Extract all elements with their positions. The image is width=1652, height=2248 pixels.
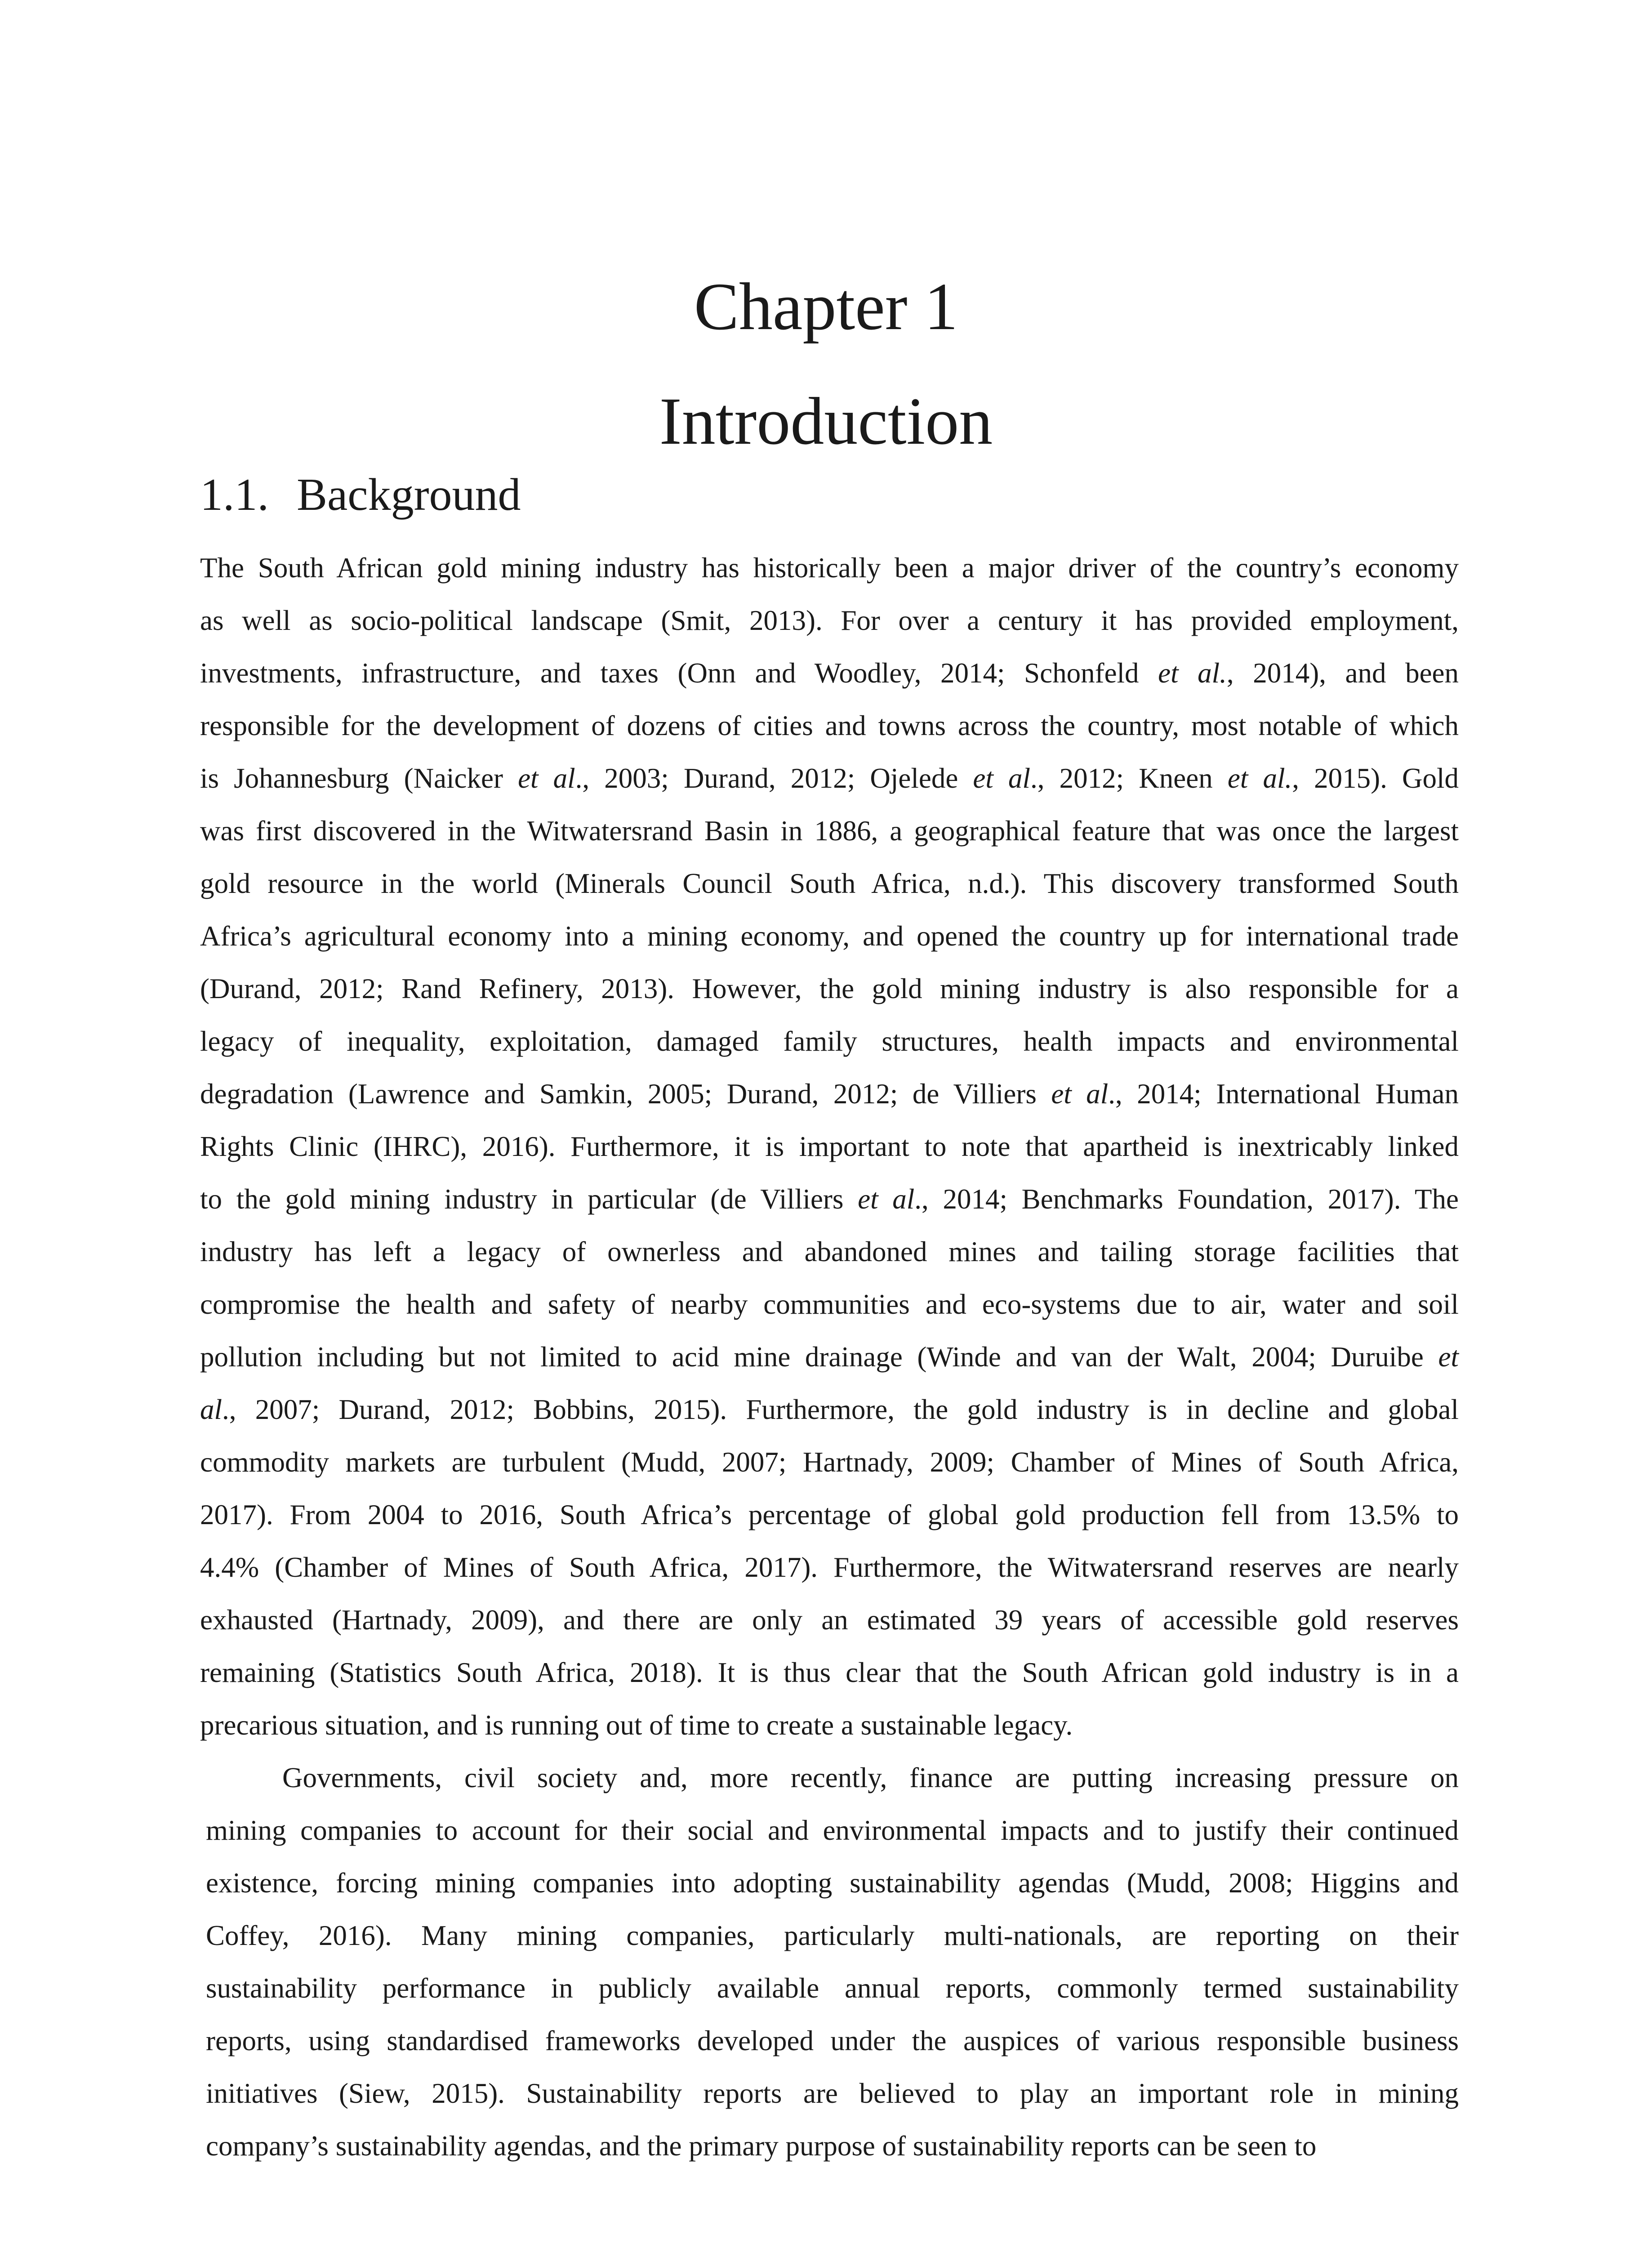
section-title: Background bbox=[297, 469, 521, 520]
text-run: sustainability performance in publicly available annual reports, commonly termed sustainability bbox=[206, 1972, 1459, 2004]
text-line bbox=[200, 700, 1459, 752]
paragraph-1 bbox=[200, 542, 1459, 1752]
text-run: legacy of inequality, exploitation, damaged family structures, health impacts and environmental bbox=[200, 1026, 1459, 1057]
text-run: ., 2003; Durand, 2012; Ojelede bbox=[575, 763, 973, 794]
text-run: remaining (Statistics South Africa, 2018). It is thus clear that the South African gold industry is in a bbox=[200, 1657, 1459, 1688]
text-line bbox=[206, 2015, 1459, 2067]
text-line bbox=[200, 1383, 1459, 1436]
text-run: The South African gold mining industry has historically been a major driver of the country’s economy bbox=[200, 552, 1459, 584]
text-line bbox=[200, 1541, 1459, 1594]
italic-text: et al. bbox=[1227, 763, 1292, 794]
text-line bbox=[200, 1331, 1459, 1383]
text-run: 4.4% (Chamber of Mines of South Africa, 2017). Furthermore, the Witwatersrand reserves are nearly bbox=[200, 1552, 1459, 1583]
text-run: ., 2012; Kneen bbox=[1030, 763, 1228, 794]
text-run: , 2015). Gold bbox=[1292, 763, 1459, 794]
paragraph-2 bbox=[206, 1752, 1459, 2172]
text-line bbox=[200, 1699, 1459, 1752]
text-line bbox=[200, 963, 1459, 1015]
text-run: compromise the health and safety of nearby communities and eco-systems due to air, water and soil bbox=[200, 1289, 1459, 1320]
text-run: existence, forcing mining companies into adopting sustainability agendas (Mudd, 2008; Higgins and bbox=[206, 1867, 1459, 1899]
text-line bbox=[200, 1068, 1459, 1120]
text-run: company’s sustainability agendas, and the primary purpose of sustainability reports can be seen to bbox=[206, 2130, 1317, 2162]
text-line bbox=[200, 1436, 1459, 1489]
text-run: responsible for the development of dozens of cities and towns across the country, most notable of which bbox=[200, 710, 1459, 741]
text-run: pollution including but not limited to acid mine drainage (Winde and van der Walt, 2004; Duruibe bbox=[200, 1341, 1438, 1373]
text-run: mining companies to account for their social and environmental impacts and to justify their continued bbox=[206, 1815, 1459, 1846]
text-run: Rights Clinic (IHRC), 2016). Furthermore, it is important to note that apartheid is inextricably linked bbox=[200, 1131, 1459, 1162]
text-run: ., 2014; International Human bbox=[1108, 1078, 1459, 1110]
text-run: investments, infrastructure, and taxes (Onn and Woodley, 2014; Schonfeld bbox=[200, 657, 1158, 689]
text-line bbox=[206, 2120, 1459, 2172]
text-run: , 2014), and been bbox=[1226, 657, 1459, 689]
text-line bbox=[200, 910, 1459, 963]
text-run: ., 2014; Benchmarks Foundation, 2017). The bbox=[914, 1183, 1459, 1215]
italic-text: et al bbox=[518, 763, 575, 794]
italic-text: al bbox=[200, 1394, 223, 1425]
section-number: 1.1. bbox=[200, 469, 269, 520]
italic-text: et bbox=[1438, 1341, 1459, 1373]
text-line bbox=[200, 594, 1459, 647]
chapter-label: Chapter 1 bbox=[694, 269, 958, 344]
text-run: 2017). From 2004 to 2016, South Africa’s percentage of global gold production fell from 13.5% to bbox=[200, 1499, 1459, 1530]
text-run: (Durand, 2012; Rand Refinery, 2013). However, the gold mining industry is also responsible for a bbox=[200, 973, 1459, 1004]
italic-text: et al bbox=[858, 1183, 915, 1215]
text-run: industry has left a legacy of ownerless and abandoned mines and tailing storage facilities that bbox=[200, 1236, 1459, 1267]
text-line bbox=[206, 1857, 1459, 1909]
text-line bbox=[206, 1752, 1459, 1804]
text-run: was first discovered in the Witwatersrand Basin in 1886, a geographical feature that was once the largest bbox=[200, 815, 1459, 847]
text-line bbox=[206, 1804, 1459, 1857]
chapter-title: Introduction bbox=[659, 384, 993, 459]
text-run: to the gold mining industry in particular (de Villiers bbox=[200, 1183, 858, 1215]
text-line bbox=[200, 857, 1459, 910]
text-line bbox=[200, 1120, 1459, 1173]
text-run: Governments, civil society and, more recently, finance are putting increasing pressure on bbox=[282, 1762, 1459, 1793]
text-line bbox=[200, 1646, 1459, 1699]
italic-text: et al bbox=[1051, 1078, 1109, 1110]
text-run: Africa’s agricultural economy into a mining economy, and opened the country up for international trade bbox=[200, 920, 1459, 952]
text-run: gold resource in the world (Minerals Council South Africa, n.d.). This discovery transformed South bbox=[200, 868, 1459, 899]
text-run: degradation (Lawrence and Samkin, 2005; Durand, 2012; de Villiers bbox=[200, 1078, 1051, 1110]
text-run: Coffey, 2016). Many mining companies, particularly multi-nationals, are reporting on their bbox=[206, 1920, 1459, 1951]
text-run: commodity markets are turbulent (Mudd, 2007; Hartnady, 2009; Chamber of Mines of South Africa, bbox=[200, 1446, 1459, 1478]
text-run: reports, using standardised frameworks developed under the auspices of various responsible business bbox=[206, 2025, 1459, 2056]
section-heading bbox=[200, 468, 521, 522]
text-line bbox=[200, 1226, 1459, 1278]
text-line bbox=[206, 2067, 1459, 2120]
text-line bbox=[206, 1909, 1459, 1962]
text-line bbox=[200, 752, 1459, 805]
text-line bbox=[200, 1015, 1459, 1068]
text-run: is Johannesburg (Naicker bbox=[200, 763, 518, 794]
text-run: as well as socio-political landscape (Smit, 2013). For over a century it has provided employment, bbox=[200, 605, 1459, 636]
text-line bbox=[206, 1962, 1459, 2015]
text-line bbox=[200, 1173, 1459, 1226]
text-run: exhausted (Hartnady, 2009), and there are only an estimated 39 years of accessible gold reserves bbox=[200, 1604, 1459, 1636]
text-line bbox=[200, 1278, 1459, 1331]
text-run: ., 2007; Durand, 2012; Bobbins, 2015). Furthermore, the gold industry is in decline and global bbox=[222, 1394, 1459, 1425]
text-line bbox=[200, 647, 1459, 700]
text-run: initiatives (Siew, 2015). Sustainability reports are believed to play an important role in mining bbox=[206, 2078, 1459, 2109]
text-line bbox=[200, 542, 1459, 594]
italic-text: et al. bbox=[1158, 657, 1227, 689]
text-line bbox=[200, 1489, 1459, 1541]
text-line bbox=[200, 805, 1459, 857]
text-run: precarious situation, and is running out of time to create a sustainable legacy. bbox=[200, 1709, 1073, 1741]
italic-text: et al bbox=[973, 763, 1031, 794]
text-line bbox=[200, 1594, 1459, 1646]
